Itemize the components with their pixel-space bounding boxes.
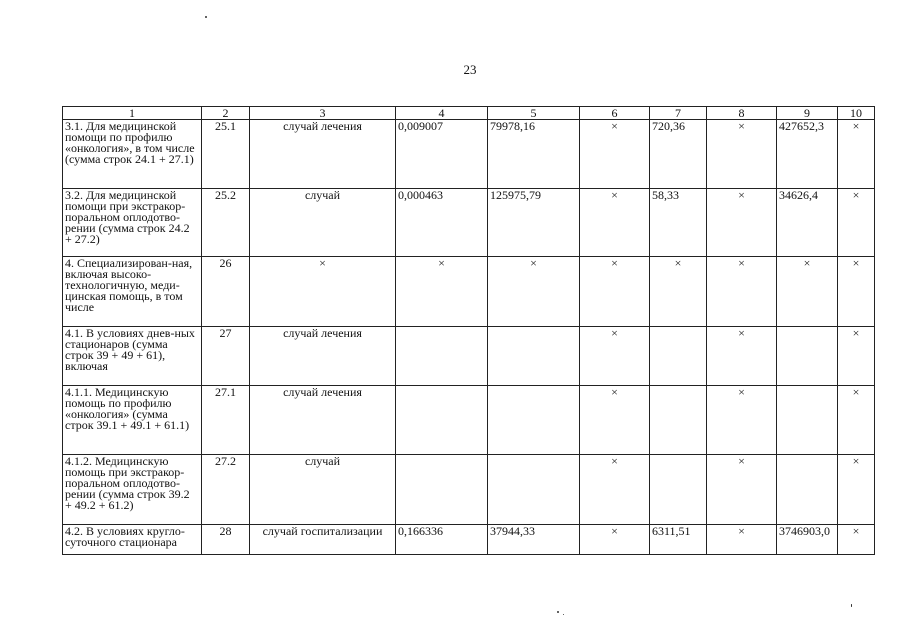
table-cell: × bbox=[838, 455, 875, 525]
table-cell: × bbox=[707, 525, 777, 555]
row-number: 27 bbox=[202, 327, 250, 386]
table-cell: × bbox=[707, 189, 777, 257]
table-cell bbox=[650, 386, 707, 455]
table-cell: 34626,4 bbox=[777, 189, 838, 257]
table-cell: × bbox=[580, 525, 650, 555]
scan-speck bbox=[563, 614, 564, 615]
table-row bbox=[63, 327, 875, 386]
table-cell bbox=[396, 386, 488, 455]
data-table bbox=[62, 106, 875, 555]
row-number: 25.2 bbox=[202, 189, 250, 257]
column-number: 5 bbox=[488, 107, 580, 120]
row-description: 3.2. Для медицинской помощи при экстракор-поральном оплодотво-рении (сумма строк 24.2 + 27.2) bbox=[63, 189, 202, 257]
table-cell: × bbox=[707, 386, 777, 455]
table-cell: × bbox=[777, 257, 838, 327]
table-cell bbox=[488, 327, 580, 386]
column-number: 7 bbox=[650, 107, 707, 120]
column-number: 3 bbox=[250, 107, 396, 120]
row-description: 4.1. В условиях днев-ных стационаров (сумма строк 39 + 49 + 61), включая bbox=[63, 327, 202, 386]
table-cell: × bbox=[650, 257, 707, 327]
table-cell: × bbox=[838, 525, 875, 555]
table-cell: 0,166336 bbox=[396, 525, 488, 555]
table-cell: × bbox=[580, 455, 650, 525]
table-cell bbox=[488, 455, 580, 525]
row-description: 3.1. Для медицинской помощи по профилю «онкология», в том числе (сумма строк 24.1 + 27.1) bbox=[63, 120, 202, 189]
table-row bbox=[63, 525, 875, 555]
unit-cell: случай bbox=[250, 189, 396, 257]
table-cell: 720,36 bbox=[650, 120, 707, 189]
table-cell: 0,009007 bbox=[396, 120, 488, 189]
row-description: 4. Специализирован-ная, включая высоко-технологичную, меди-цинская помощь, в том числе bbox=[63, 257, 202, 327]
table-cell: × bbox=[580, 386, 650, 455]
scan-speck bbox=[851, 604, 852, 607]
row-description: 4.1.2. Медицинскую помощь при экстракор-поральном оплодотво-рении (сумма строк 39.2 + 49.2 + 61.2) bbox=[63, 455, 202, 525]
table-row bbox=[63, 257, 875, 327]
table-cell bbox=[488, 386, 580, 455]
table-cell: 427652,3 bbox=[777, 120, 838, 189]
unit-cell: случай лечения bbox=[250, 327, 396, 386]
table-cell: × bbox=[707, 327, 777, 386]
table-cell: 79978,16 bbox=[488, 120, 580, 189]
table-cell bbox=[396, 455, 488, 525]
table-cell bbox=[777, 386, 838, 455]
unit-cell: случай лечения bbox=[250, 120, 396, 189]
table-cell: × bbox=[396, 257, 488, 327]
page-number: 23 bbox=[463, 62, 477, 77]
row-description: 4.2. В условиях кругло-суточного стационара bbox=[63, 525, 202, 555]
column-number: 4 bbox=[396, 107, 488, 120]
unit-cell: × bbox=[250, 257, 396, 327]
table-cell: 0,000463 bbox=[396, 189, 488, 257]
table-row bbox=[63, 120, 875, 189]
row-description: 4.1.1. Медицинскую помощь по профилю «онкология» (сумма строк 39.1 + 49.1 + 61.1) bbox=[63, 386, 202, 455]
table-cell: × bbox=[838, 120, 875, 189]
table-cell: × bbox=[838, 189, 875, 257]
table-cell: 58,33 bbox=[650, 189, 707, 257]
table-header-row bbox=[63, 107, 875, 120]
table-cell: × bbox=[580, 327, 650, 386]
table-cell: 37944,33 bbox=[488, 525, 580, 555]
scan-speck bbox=[205, 16, 207, 18]
table-cell bbox=[650, 327, 707, 386]
column-number: 9 bbox=[777, 107, 838, 120]
table-cell bbox=[777, 455, 838, 525]
table-cell: × bbox=[838, 327, 875, 386]
column-number: 6 bbox=[580, 107, 650, 120]
row-number: 28 bbox=[202, 525, 250, 555]
column-number: 1 bbox=[63, 107, 202, 120]
scan-speck bbox=[557, 611, 559, 613]
table-row bbox=[63, 386, 875, 455]
table-cell: × bbox=[580, 120, 650, 189]
unit-cell: случай лечения bbox=[250, 386, 396, 455]
table-cell: 6311,51 bbox=[650, 525, 707, 555]
unit-cell: случай bbox=[250, 455, 396, 525]
table-cell: × bbox=[838, 257, 875, 327]
row-number: 25.1 bbox=[202, 120, 250, 189]
table-cell: × bbox=[580, 257, 650, 327]
table-cell bbox=[777, 327, 838, 386]
table-cell: × bbox=[707, 120, 777, 189]
table-row bbox=[63, 189, 875, 257]
row-number: 27.2 bbox=[202, 455, 250, 525]
table-cell: × bbox=[488, 257, 580, 327]
table-cell bbox=[650, 455, 707, 525]
row-number: 26 bbox=[202, 257, 250, 327]
unit-cell: случай госпитализации bbox=[250, 525, 396, 555]
table-cell bbox=[396, 327, 488, 386]
table-cell: × bbox=[838, 386, 875, 455]
table-cell: × bbox=[580, 189, 650, 257]
table-cell: × bbox=[707, 455, 777, 525]
table-cell: × bbox=[707, 257, 777, 327]
table-row bbox=[63, 455, 875, 525]
table-cell: 3746903,0 bbox=[777, 525, 838, 555]
column-number: 8 bbox=[707, 107, 777, 120]
row-number: 27.1 bbox=[202, 386, 250, 455]
column-number: 2 bbox=[202, 107, 250, 120]
column-number: 10 bbox=[838, 107, 875, 120]
table-cell: 125975,79 bbox=[488, 189, 580, 257]
